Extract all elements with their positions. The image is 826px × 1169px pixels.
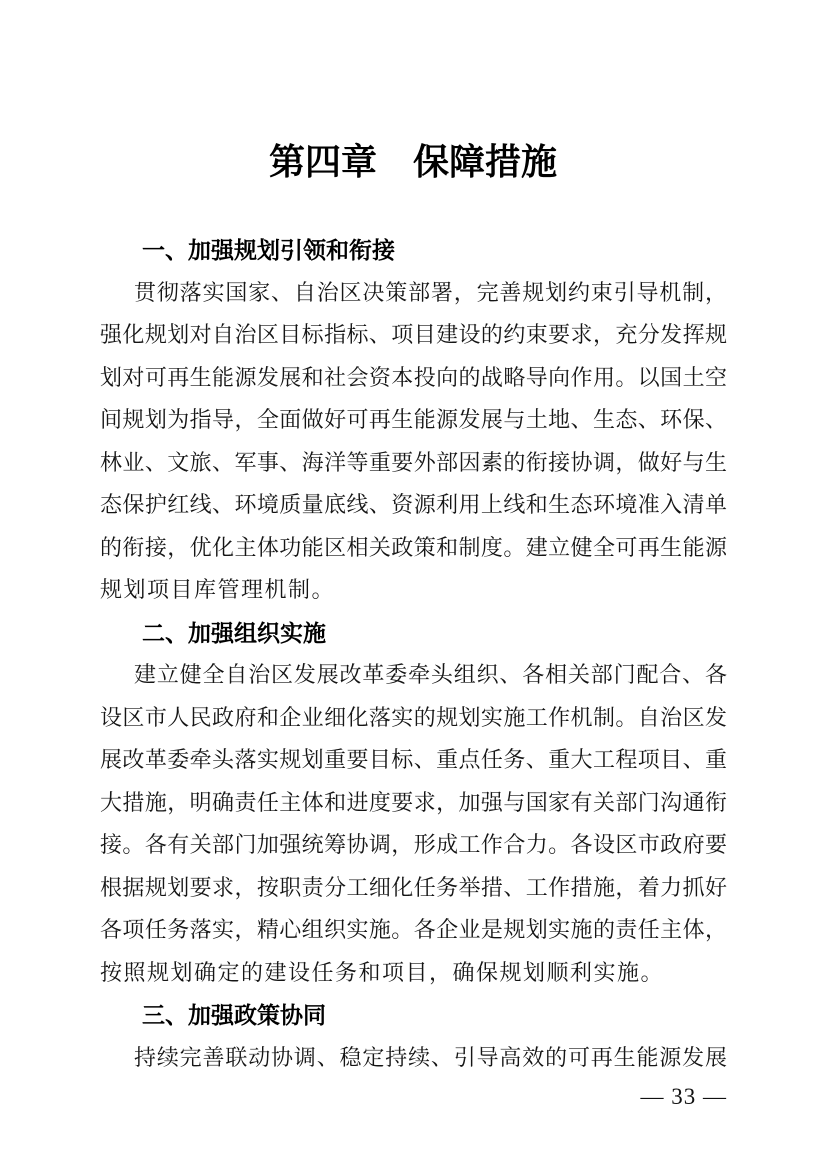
chapter-title: 第四章 保障措施 (268, 142, 557, 182)
section-2 (100, 612, 727, 995)
paragraph-line: 设区市人民政府和企业细化落实的规划实施工作机制。自治区发 (100, 704, 727, 730)
section-3 (100, 994, 727, 1079)
page-content (100, 229, 727, 1079)
paragraph-line: 态保护红线、环境质量底线、资源利用上线和生态环境准入清单 (100, 492, 727, 517)
paragraph-line: 持续完善联动协调、稳定持续、引导高效的可再生能源发展 (134, 1044, 727, 1070)
section-1 (100, 229, 727, 612)
paragraph-line: 规划项目库管理机制。 (100, 577, 336, 602)
paragraph-line: 大措施，明确责任主体和进度要求，加强与国家有关部门沟通衔 (100, 789, 727, 815)
paragraph-line: 林业、文旅、军事、海洋等重要外部因素的衔接协调，做好与生 (100, 449, 727, 475)
paragraph-line: 各项任务落实，精心组织实施。各企业是规划实施的责任主体， (100, 917, 727, 942)
section-2-paragraph (100, 654, 727, 994)
section-3-heading: 三、加强政策协同 (142, 1002, 326, 1028)
paragraph-line: 的衔接，优化主体功能区相关政策和制度。建立健全可再生能源 (100, 534, 727, 560)
section-2-heading: 二、加强组织实施 (142, 619, 326, 646)
paragraph-line: 划对可再生能源发展和社会资本投向的战略导向作用。以国土空 (100, 364, 727, 390)
paragraph-line: 建立健全自治区发展改革委牵头组织、各相关部门配合、各 (134, 662, 727, 687)
paragraph-line: 展改革委牵头落实规划重要目标、重点任务、重大工程项目、重 (100, 747, 727, 772)
section-1-paragraph (100, 272, 727, 612)
paragraph-line: 贯彻落实国家、自治区决策部署，完善规划约束引导机制， (134, 279, 727, 305)
paragraph-line: 根据规划要求，按职责分工细化任务举措、工作措施，着力抓好 (100, 874, 727, 900)
paragraph-line: 接。各有关部门加强统筹协调，形成工作合力。各设区市政府要 (100, 832, 727, 857)
section-3-paragraph (100, 1037, 727, 1080)
section-1-heading: 一、加强规划引领和衔接 (142, 237, 395, 263)
paragraph-line: 按照规划确定的建设任务和项目，确保规划顺利实施。 (100, 959, 665, 985)
paragraph-line: 强化规划对自治区目标指标、项目建设的约束要求，充分发挥规 (100, 322, 727, 347)
paragraph-line: 间规划为指导，全面做好可再生能源发展与土地、生态、环保、 (100, 407, 727, 432)
page-number: — 33 — (640, 1084, 727, 1109)
